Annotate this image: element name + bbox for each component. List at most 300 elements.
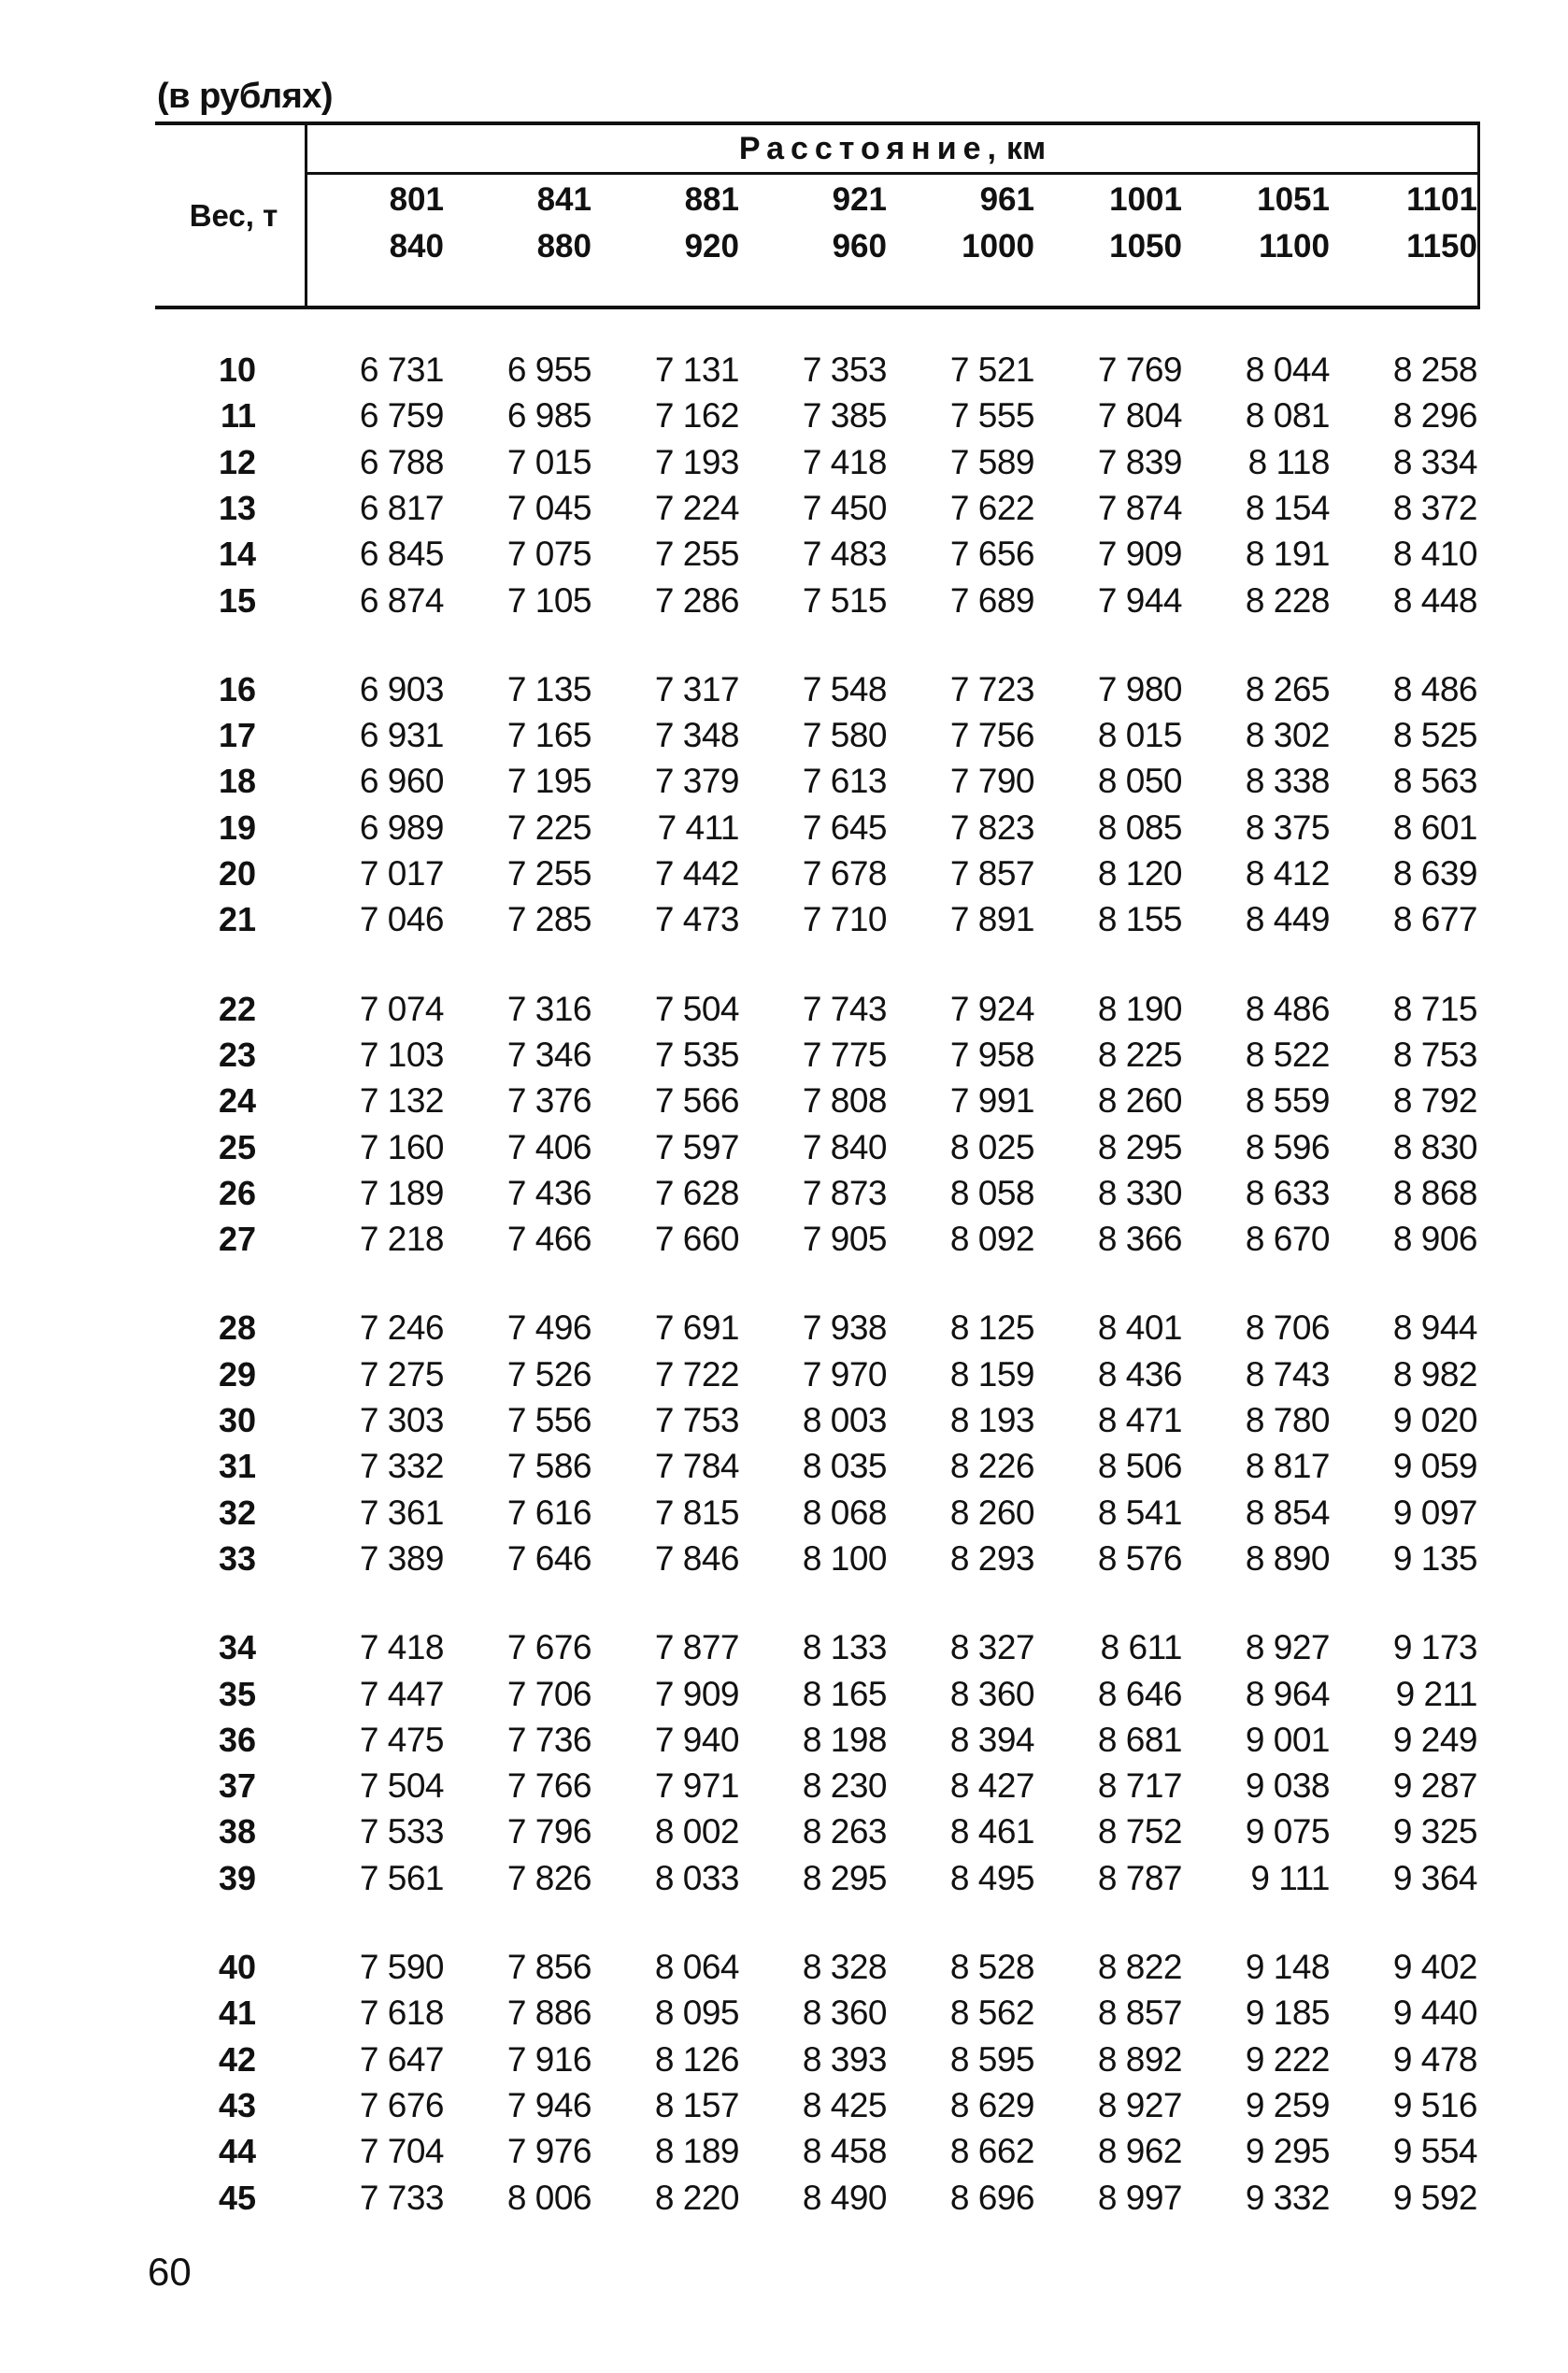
price-cell: 8 412	[1245, 854, 1330, 893]
price-cell: 9 059	[1392, 1447, 1477, 1486]
price-cell: 8 541	[1097, 1493, 1182, 1532]
price-cell: 7 796	[506, 1812, 592, 1851]
price-cell: 7 970	[802, 1354, 887, 1394]
price-cell: 8 982	[1392, 1354, 1477, 1394]
table-row	[0, 1397, 1568, 1443]
range-to: 880	[536, 228, 592, 264]
price-cell: 8 081	[1245, 396, 1330, 436]
table-row	[0, 1124, 1568, 1170]
price-cell: 8 302	[1245, 716, 1330, 755]
price-cell: 8 743	[1245, 1354, 1330, 1394]
table-row	[0, 1490, 1568, 1536]
weight-cell: 44	[218, 2132, 256, 2171]
price-cell: 8 670	[1245, 1220, 1330, 1259]
weight-cell: 38	[218, 1812, 256, 1851]
price-cell: 8 780	[1245, 1401, 1330, 1439]
price-cell: 7 475	[359, 1720, 444, 1759]
distance-range-header	[451, 177, 592, 270]
price-cell: 7 566	[654, 1081, 739, 1121]
price-cell: 8 191	[1245, 535, 1330, 574]
price-cell: 7 376	[506, 1081, 592, 1121]
price-cell: 8 260	[949, 1493, 1034, 1532]
price-cell: 8 095	[654, 1994, 739, 2033]
weight-cell: 45	[218, 2178, 256, 2217]
price-cell: 7 045	[506, 488, 592, 527]
distance-range-header	[1042, 177, 1182, 270]
price-cell: 7 316	[506, 989, 592, 1028]
price-cell: 8 522	[1245, 1035, 1330, 1074]
weight-cell: 32	[218, 1493, 256, 1532]
price-cell: 8 334	[1392, 442, 1477, 481]
price-cell: 8 085	[1097, 808, 1182, 847]
price-cell: 8 006	[506, 2178, 592, 2217]
table-row	[0, 347, 1568, 393]
price-cell: 7 722	[654, 1354, 739, 1394]
price-cell: 7 496	[506, 1308, 592, 1348]
price-cell: 7 723	[949, 669, 1034, 708]
price-cell: 7 856	[506, 1948, 592, 1986]
table-row	[0, 1763, 1568, 1808]
price-cell: 8 927	[1097, 2085, 1182, 2124]
price-cell: 8 753	[1392, 1035, 1477, 1074]
distance-title	[307, 125, 1477, 175]
price-cell: 9 440	[1392, 1994, 1477, 2033]
price-cell: 7 710	[802, 900, 887, 939]
range-from: 801	[389, 181, 444, 218]
distance-range-header	[747, 177, 887, 270]
price-cell: 8 595	[949, 2039, 1034, 2079]
price-cell: 8 328	[802, 1948, 887, 1986]
price-cell: 8 118	[1247, 442, 1330, 481]
price-cell: 7 736	[506, 1720, 592, 1759]
price-cell: 7 483	[802, 535, 887, 574]
range-from: 881	[684, 181, 739, 218]
price-cell: 8 611	[1100, 1628, 1182, 1667]
table-row	[0, 1624, 1568, 1670]
price-cell: 8 366	[1097, 1220, 1182, 1259]
price-cell: 7 656	[949, 535, 1034, 574]
distance-header-group	[305, 125, 1480, 307]
price-cell: 8 190	[1097, 989, 1182, 1028]
price-cell: 7 385	[802, 396, 887, 436]
price-cell: 7 815	[654, 1493, 739, 1532]
table-header	[155, 122, 1480, 309]
distance-range-header	[599, 177, 739, 270]
price-cell: 7 160	[359, 1127, 444, 1166]
price-cell: 8 448	[1392, 580, 1477, 620]
weight-cell: 15	[218, 580, 256, 620]
weight-cell: 23	[218, 1035, 256, 1074]
weight-cell: 16	[218, 669, 256, 708]
price-cell: 7 361	[359, 1493, 444, 1532]
price-cell: 8 295	[802, 1858, 887, 1897]
weight-cell: 36	[218, 1720, 256, 1759]
unit-note: (в рублях)	[157, 77, 334, 116]
price-cell: 7 905	[802, 1220, 887, 1259]
table-row	[0, 712, 1568, 758]
weight-cell: 29	[218, 1354, 256, 1394]
price-cell: 7 769	[1097, 350, 1182, 389]
price-cell: 9 554	[1392, 2132, 1477, 2171]
price-cell: 8 159	[949, 1354, 1034, 1394]
price-cell: 8 033	[654, 1858, 739, 1897]
weight-cell: 28	[218, 1308, 256, 1348]
price-cell: 7 691	[654, 1308, 739, 1348]
weight-cell: 19	[218, 808, 256, 847]
price-cell: 7 766	[506, 1766, 592, 1806]
price-cell: 7 916	[506, 2039, 592, 2079]
table-row	[0, 1078, 1568, 1123]
price-cell: 8 596	[1245, 1127, 1330, 1166]
price-cell: 8 427	[949, 1766, 1034, 1806]
price-cell: 8 495	[949, 1858, 1034, 1897]
range-to: 1000	[962, 228, 1034, 264]
price-cell: 8 525	[1392, 716, 1477, 755]
price-cell: 9 135	[1392, 1538, 1477, 1578]
price-cell: 7 808	[802, 1081, 887, 1121]
price-cell: 7 622	[949, 488, 1034, 527]
price-cell: 8 296	[1392, 396, 1477, 436]
table-row	[0, 1671, 1568, 1717]
distance-range-columns	[307, 177, 1477, 307]
weight-cell: 26	[218, 1173, 256, 1212]
table-row	[0, 1443, 1568, 1489]
table-row	[0, 758, 1568, 804]
price-cell: 7 225	[506, 808, 592, 847]
price-cell: 8 050	[1097, 762, 1182, 801]
price-cell: 7 074	[359, 989, 444, 1028]
price-cell: 8 410	[1392, 535, 1477, 574]
price-cell: 8 230	[802, 1766, 887, 1806]
price-cell: 7 556	[506, 1401, 592, 1439]
price-cell: 7 971	[654, 1766, 739, 1806]
price-cell: 7 753	[654, 1401, 739, 1439]
price-cell: 8 393	[802, 2039, 887, 2079]
price-cell: 8 681	[1097, 1720, 1182, 1759]
price-cell: 7 597	[654, 1127, 739, 1166]
weight-cell: 22	[218, 989, 256, 1028]
price-cell: 9 295	[1245, 2132, 1330, 2171]
price-cell: 8 717	[1097, 1766, 1182, 1806]
price-cell: 9 259	[1245, 2085, 1330, 2124]
price-cell: 8 486	[1245, 989, 1330, 1028]
price-cell: 8 752	[1097, 1812, 1182, 1851]
weight-cell: 25	[218, 1127, 256, 1166]
distance-title-unit: км	[1005, 130, 1047, 166]
range-to: 1100	[1259, 228, 1330, 264]
price-cell: 8 126	[654, 2039, 739, 2079]
price-cell: 8 506	[1097, 1447, 1182, 1486]
price-cell: 8 068	[802, 1493, 887, 1532]
price-cell: 8 035	[802, 1447, 887, 1486]
table-row	[0, 531, 1568, 577]
price-cell: 8 226	[949, 1447, 1034, 1486]
price-cell: 7 580	[802, 716, 887, 755]
price-cell: 7 255	[654, 535, 739, 574]
price-cell: 7 447	[359, 1674, 444, 1713]
table-row	[0, 1536, 1568, 1581]
price-cell: 8 787	[1097, 1858, 1182, 1897]
price-cell: 7 877	[654, 1628, 739, 1667]
price-cell: 8 133	[802, 1628, 887, 1667]
price-cell: 8 857	[1097, 1994, 1182, 2033]
price-cell: 7 473	[654, 900, 739, 939]
price-cell: 8 002	[654, 1812, 739, 1851]
price-cell: 8 295	[1097, 1127, 1182, 1166]
price-cell: 7 406	[506, 1127, 592, 1166]
price-cell: 8 100	[802, 1538, 887, 1578]
price-cell: 6 817	[359, 488, 444, 527]
price-cell: 9 332	[1245, 2178, 1330, 2217]
price-cell: 9 478	[1392, 2039, 1477, 2079]
price-cell: 7 857	[949, 854, 1034, 893]
price-cell: 8 927	[1245, 1628, 1330, 1667]
price-cell: 7 826	[506, 1858, 592, 1897]
price-cell: 8 189	[654, 2132, 739, 2171]
range-from: 1001	[1109, 181, 1182, 218]
price-cell: 8 125	[949, 1308, 1034, 1348]
price-cell: 7 646	[506, 1538, 592, 1578]
price-cell: 7 676	[359, 2085, 444, 2124]
price-cell: 6 731	[359, 350, 444, 389]
price-cell: 7 255	[506, 854, 592, 893]
price-cell: 7 535	[654, 1035, 739, 1074]
price-cell: 7 442	[654, 854, 739, 893]
price-cell: 6 960	[359, 762, 444, 801]
price-cell: 9 001	[1245, 1720, 1330, 1759]
price-cell: 6 845	[359, 535, 444, 574]
weight-cell: 21	[218, 900, 256, 939]
price-cell: 8 964	[1245, 1674, 1330, 1713]
price-cell: 8 486	[1392, 669, 1477, 708]
weight-cell: 31	[218, 1447, 256, 1486]
price-cell: 6 989	[359, 808, 444, 847]
distance-title-label: Расстояние,	[738, 130, 1003, 166]
price-cell: 7 790	[949, 762, 1034, 801]
weight-column-header: Вес, т	[189, 198, 278, 233]
table-row	[0, 393, 1568, 438]
price-cell: 8 601	[1392, 808, 1477, 847]
price-cell: 9 402	[1392, 1948, 1477, 1986]
price-cell: 7 189	[359, 1173, 444, 1212]
price-cell: 7 613	[802, 762, 887, 801]
price-cell: 8 962	[1097, 2132, 1182, 2171]
price-cell: 8 868	[1392, 1173, 1477, 1212]
price-cell: 9 249	[1392, 1720, 1477, 1759]
table-row	[0, 1990, 1568, 2036]
price-cell: 8 892	[1097, 2039, 1182, 2079]
table-row	[0, 1170, 1568, 1216]
price-cell: 8 677	[1392, 900, 1477, 939]
price-cell: 9 148	[1245, 1948, 1330, 1986]
price-cell: 8 822	[1097, 1948, 1182, 1986]
price-cell: 7 704	[359, 2132, 444, 2171]
price-cell: 8 559	[1245, 1081, 1330, 1121]
price-cell: 8 792	[1392, 1081, 1477, 1121]
price-cell: 8 562	[949, 1994, 1034, 2033]
price-cell: 8 639	[1392, 854, 1477, 893]
price-cell: 8 327	[949, 1628, 1034, 1667]
price-cell: 9 173	[1392, 1628, 1477, 1667]
range-from: 961	[979, 181, 1034, 218]
price-cell: 7 504	[359, 1766, 444, 1806]
price-cell: 8 198	[802, 1720, 887, 1759]
price-cell: 9 038	[1245, 1766, 1330, 1806]
price-cell: 7 839	[1097, 442, 1182, 481]
price-cell: 8 461	[949, 1812, 1034, 1851]
price-cell: 7 346	[506, 1035, 592, 1074]
price-cell: 9 075	[1245, 1812, 1330, 1851]
price-cell: 7 526	[506, 1354, 592, 1394]
price-cell: 7 647	[359, 2039, 444, 2079]
price-cell: 8 528	[949, 1948, 1034, 1986]
price-cell: 7 628	[654, 1173, 739, 1212]
table-row	[0, 666, 1568, 712]
table-row	[0, 1855, 1568, 1901]
price-cell: 7 450	[802, 488, 887, 527]
price-cell: 7 924	[949, 989, 1034, 1028]
price-cell: 8 490	[802, 2178, 887, 2217]
weight-cell: 39	[218, 1858, 256, 1897]
price-cell: 8 058	[949, 1173, 1034, 1212]
price-cell: 7 046	[359, 900, 444, 939]
range-to: 960	[832, 228, 887, 264]
table-row	[0, 1216, 1568, 1262]
weight-cell: 35	[218, 1674, 256, 1713]
price-cell: 7 548	[802, 669, 887, 708]
price-cell: 8 157	[654, 2085, 739, 2124]
price-cell: 8 401	[1097, 1308, 1182, 1348]
price-cell: 7 332	[359, 1447, 444, 1486]
range-from: 921	[832, 181, 887, 218]
table-row	[0, 986, 1568, 1032]
price-cell: 7 135	[506, 669, 592, 708]
table-row	[0, 439, 1568, 485]
table-row	[0, 805, 1568, 851]
price-cell: 8 715	[1392, 989, 1477, 1028]
price-cell: 8 563	[1392, 762, 1477, 801]
price-cell: 8 338	[1245, 762, 1330, 801]
price-cell: 7 940	[654, 1720, 739, 1759]
price-cell: 8 997	[1097, 2178, 1182, 2217]
price-cell: 8 220	[654, 2178, 739, 2217]
price-cell: 7 466	[506, 1220, 592, 1259]
price-cell: 7 689	[949, 580, 1034, 620]
weight-cell: 24	[218, 1081, 256, 1121]
weight-cell: 20	[218, 854, 256, 893]
price-cell: 9 287	[1392, 1766, 1477, 1806]
weight-cell: 37	[218, 1766, 256, 1806]
table-row	[0, 851, 1568, 896]
distance-range-header	[304, 177, 444, 270]
table-row	[0, 2175, 1568, 2221]
price-cell: 8 633	[1245, 1173, 1330, 1212]
price-cell: 7 504	[654, 989, 739, 1028]
price-cell: 7 379	[654, 762, 739, 801]
price-cell: 6 955	[506, 350, 592, 389]
price-cell: 9 097	[1392, 1493, 1477, 1532]
weight-cell: 42	[218, 2039, 256, 2079]
price-cell: 7 991	[949, 1081, 1034, 1121]
price-cell: 7 353	[802, 350, 887, 389]
price-cell: 8 260	[1097, 1081, 1182, 1121]
header-double-rule	[155, 306, 1480, 308]
weight-cell: 12	[218, 442, 256, 481]
weight-cell: 18	[218, 762, 256, 801]
price-cell: 7 706	[506, 1674, 592, 1713]
price-cell: 7 105	[506, 580, 592, 620]
price-cell: 8 165	[802, 1674, 887, 1713]
price-cell: 7 589	[949, 442, 1034, 481]
weight-cell: 40	[218, 1948, 256, 1986]
price-cell: 6 874	[359, 580, 444, 620]
price-cell: 7 743	[802, 989, 887, 1028]
weight-cell: 13	[218, 488, 256, 527]
weight-cell: 34	[218, 1628, 256, 1667]
weight-cell: 43	[218, 2085, 256, 2124]
price-cell: 7 958	[949, 1035, 1034, 1074]
price-cell: 8 360	[949, 1674, 1034, 1713]
price-cell: 8 154	[1245, 488, 1330, 527]
range-to: 1150	[1406, 228, 1477, 264]
price-cell: 6 759	[359, 396, 444, 436]
price-cell: 7 874	[1097, 488, 1182, 527]
table-row	[0, 1808, 1568, 1854]
price-cell: 8 576	[1097, 1538, 1182, 1578]
price-cell: 7 389	[359, 1538, 444, 1578]
weight-cell: 30	[218, 1401, 256, 1439]
price-cell: 7 938	[802, 1308, 887, 1348]
price-cell: 7 980	[1097, 669, 1182, 708]
price-cell: 8 120	[1097, 854, 1182, 893]
price-cell: 6 788	[359, 442, 444, 481]
price-cell: 7 678	[802, 854, 887, 893]
price-cell: 8 629	[949, 2085, 1034, 2124]
price-cell: 9 222	[1245, 2039, 1330, 2079]
price-cell: 7 775	[802, 1035, 887, 1074]
weight-cell: 11	[220, 396, 256, 436]
price-cell: 7 218	[359, 1220, 444, 1259]
price-cell: 8 372	[1392, 488, 1477, 527]
price-cell: 8 293	[949, 1538, 1034, 1578]
price-cell: 8 025	[949, 1127, 1034, 1166]
range-from: 841	[536, 181, 592, 218]
distance-range-header	[1337, 177, 1477, 270]
price-cell: 7 590	[359, 1948, 444, 1986]
price-cell: 7 515	[802, 580, 887, 620]
price-cell: 8 064	[654, 1948, 739, 1986]
price-cell: 7 976	[506, 2132, 592, 2171]
distance-range-header	[894, 177, 1034, 270]
price-cell: 7 561	[359, 1858, 444, 1897]
weight-cell: 33	[218, 1538, 256, 1578]
price-cell: 8 944	[1392, 1308, 1477, 1348]
price-cell: 7 618	[359, 1994, 444, 2033]
table-row	[0, 1944, 1568, 1990]
price-cell: 7 418	[359, 1628, 444, 1667]
price-cell: 7 804	[1097, 396, 1182, 436]
price-cell: 7 521	[949, 350, 1034, 389]
price-cell: 8 662	[949, 2132, 1034, 2171]
price-cell: 7 193	[654, 442, 739, 481]
price-cell: 9 211	[1395, 1674, 1477, 1713]
table-row	[0, 2082, 1568, 2128]
weight-cell: 10	[218, 350, 256, 389]
weight-cell: 17	[218, 716, 256, 755]
price-cell: 7 131	[654, 350, 739, 389]
price-cell: 7 132	[359, 1081, 444, 1121]
price-cell: 7 676	[506, 1628, 592, 1667]
